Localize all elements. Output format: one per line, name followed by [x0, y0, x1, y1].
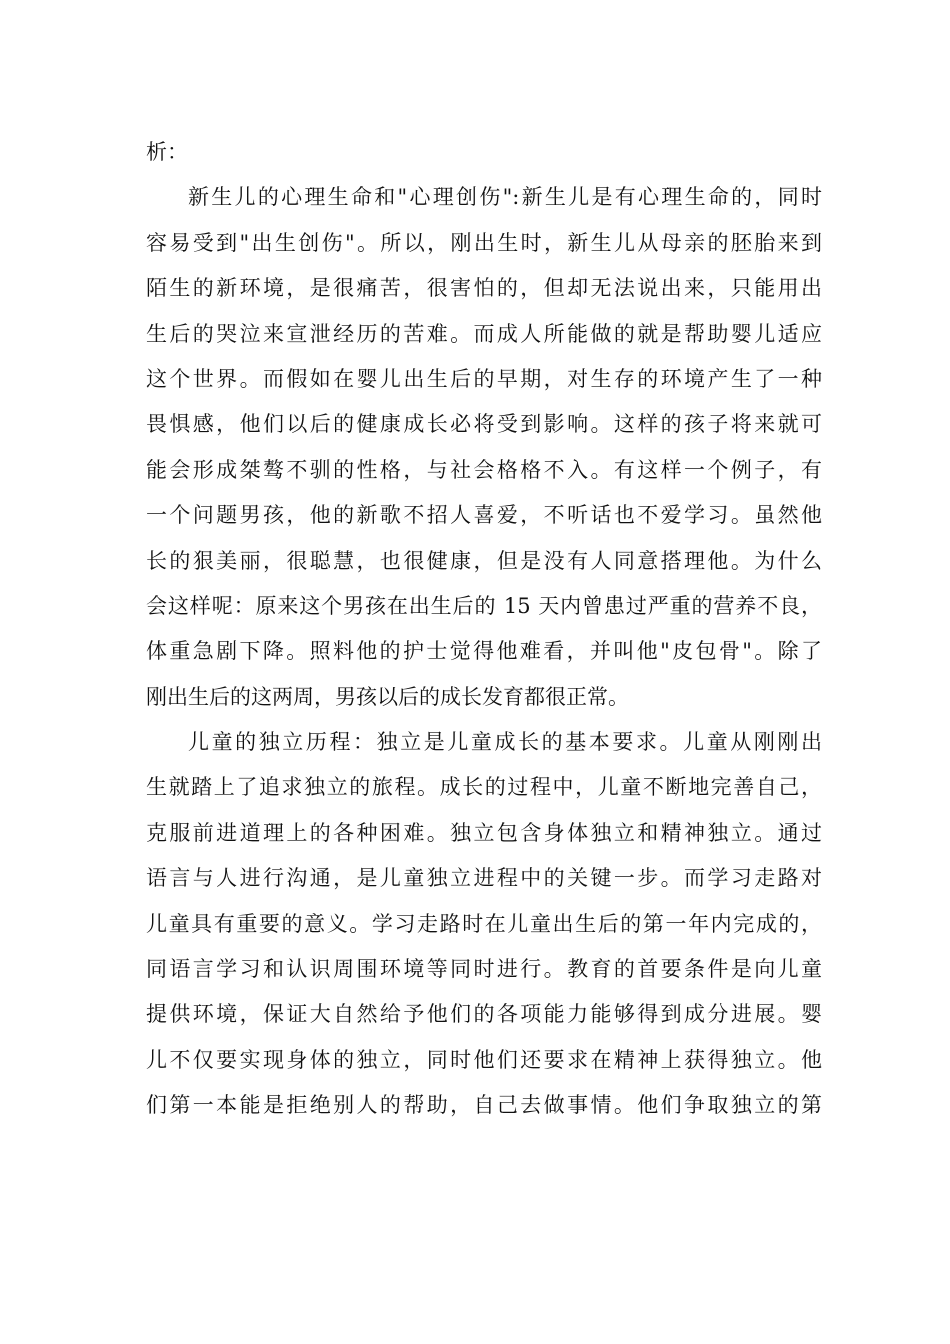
- text-line: 儿不仅要实现身体的独立，同时他们还要求在精神上获得独立。他: [146, 1047, 822, 1072]
- text-line: 能会形成桀骜不驯的性格，与社会格格不入。有这样一个例子，有: [146, 457, 822, 482]
- text-line: 新生儿的心理生命和"心理创伤":新生儿是有心理生命的，同时: [188, 185, 822, 210]
- text-line: 析：: [146, 140, 188, 164]
- text-line: 克服前进道理上的各种困难。独立包含身体独立和精神独立。通过: [146, 820, 822, 845]
- text-line: 容易受到"出生创伤"。所以，刚出生时，新生儿从母亲的胚胎来到: [146, 230, 822, 255]
- text-line: 长的狠美丽，很聪慧，也很健康，但是没有人同意搭理他。为什么: [146, 548, 822, 573]
- text-line: 儿童具有重要的意义。学习走路时在儿童出生后的第一年内完成的，: [146, 911, 822, 936]
- body-text: [146, 130, 822, 1129]
- text-line: 这个世界。而假如在婴儿出生后的早期，对生存的环境产生了一种: [146, 366, 822, 391]
- text-line: 会这样呢：原来这个男孩在出生后的 15 天内曾患过严重的营养不良，: [146, 593, 822, 618]
- text-line: 体重急剧下降。照料他的护士觉得他难看，并叫他"皮包骨"。除了: [146, 639, 822, 664]
- text-line: 陌生的新环境，是很痛苦，很害怕的，但却无法说出来，只能用出: [146, 276, 822, 301]
- text-line: 刚出生后的这两周，男孩以后的成长发育都很正常。: [146, 684, 629, 709]
- text-line: 同语言学习和认识周围环境等同时进行。教育的首要条件是向儿童: [146, 957, 822, 982]
- text-line: 提供环境，保证大自然给予他们的各项能力能够得到成分进展。婴: [146, 1002, 822, 1027]
- text-line: 一个问题男孩，他的新歌不招人喜爱，不听话也不爱学习。虽然他: [146, 503, 822, 528]
- text-line: 生就踏上了追求独立的旅程。成长的过程中，儿童不断地完善自己，: [146, 775, 822, 800]
- text-line: 语言与人进行沟通，是儿童独立进程中的关键一步。而学习走路对: [146, 866, 822, 891]
- text-line: 生后的哭泣来宣泄经历的苦难。而成人所能做的就是帮助婴儿适应: [146, 321, 822, 346]
- text-line: 畏惧感，他们以后的健康成长必将受到影响。这样的孩子将来就可: [146, 412, 822, 437]
- text-line: 们第一本能是拒绝别人的帮助，自己去做事情。他们争取独立的第: [146, 1093, 822, 1118]
- text-line: 儿童的独立历程：独立是儿童成长的基本要求。儿童从刚刚出: [188, 730, 822, 755]
